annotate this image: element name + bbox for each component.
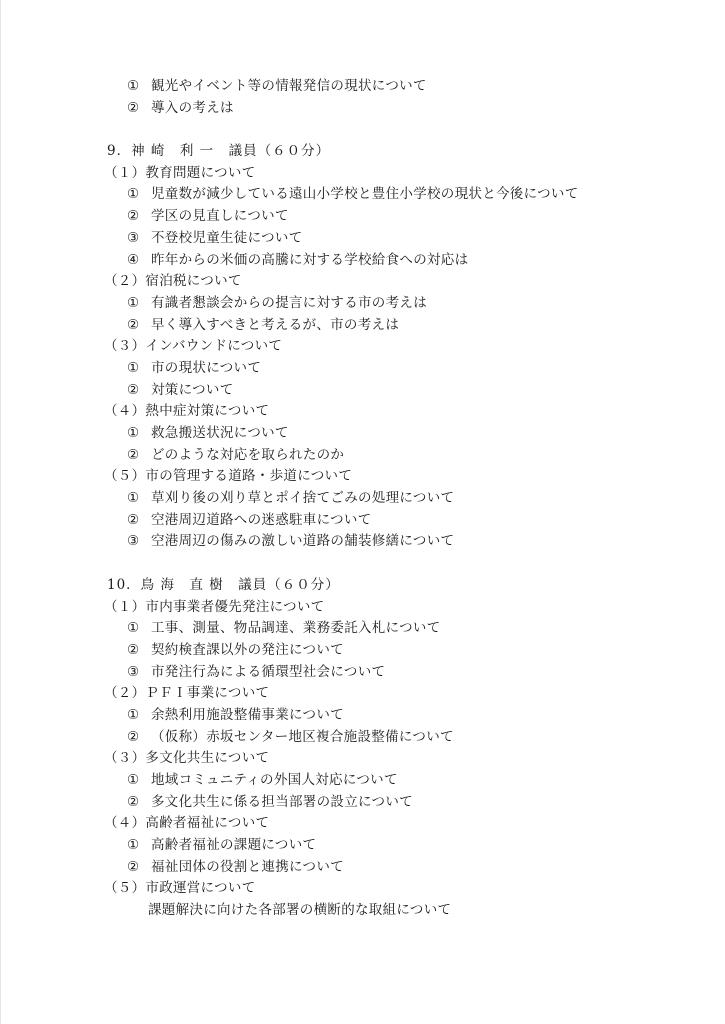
- topic-heading: [1, 813, 725, 835]
- item-text: 福祉団体の役割と連携について: [151, 858, 344, 875]
- item-text: 市の現状について: [151, 359, 262, 376]
- list-item: [1, 727, 725, 749]
- item-text: 草刈り後の刈り草とポイ捨てごみの処理について: [151, 490, 455, 507]
- list-item: [1, 423, 725, 445]
- item-marker: ②: [127, 316, 140, 333]
- topic-heading: [1, 878, 725, 900]
- topic-title: 宿泊税について: [145, 273, 242, 290]
- item-marker: ②: [127, 381, 140, 398]
- item-marker: ②: [127, 511, 140, 528]
- item-text: 余熱利用施設整備事業について: [151, 706, 344, 723]
- item-text: 児童数が減少している遠山小学校と豊住小学校の現状と今後について: [151, 186, 579, 203]
- list-item: [1, 705, 725, 727]
- item-text: 空港周辺の傷みの激しい道路の舗装修繕について: [151, 533, 455, 550]
- item-marker: ①: [127, 78, 140, 94]
- item-text: 対策について: [151, 381, 234, 398]
- item-marker: ②: [127, 793, 140, 810]
- topic-marker: （１）: [104, 164, 146, 181]
- topic-title: 市内事業者優先発注について: [145, 598, 325, 615]
- spacer: [1, 119, 725, 141]
- speaker-heading: 10．鳥 海 直 樹 議員（６０分）: [107, 576, 340, 593]
- item-marker: ③: [127, 533, 140, 550]
- item-marker: ④: [127, 251, 140, 268]
- topic-heading: [1, 401, 725, 423]
- item-marker: ②: [127, 99, 140, 116]
- list-item: [1, 510, 725, 532]
- item-marker: ①: [127, 706, 140, 723]
- item-text: 救急搬送状況について: [151, 425, 289, 441]
- item-marker: ①: [127, 620, 140, 637]
- item-text: 工事、測量、物品調達、業務委託入札について: [151, 620, 441, 637]
- topic-marker: （４）: [104, 815, 146, 832]
- item-marker: ②: [127, 728, 140, 745]
- list-item: [1, 358, 725, 380]
- item-text: （仮称）赤坂センター地区複合施設整備について: [151, 728, 454, 745]
- list-item: [1, 293, 725, 315]
- item-text: 契約検査課以外の発注について: [151, 641, 344, 658]
- topic-heading: [1, 466, 725, 488]
- list-item: [1, 250, 725, 272]
- list-item: [1, 76, 725, 98]
- list-item: [1, 315, 725, 337]
- item-text: 学区の見直しについて: [151, 208, 289, 225]
- list-item: [1, 488, 725, 510]
- topic-marker: （２）: [104, 273, 146, 290]
- topic-heading: [1, 683, 725, 705]
- item-marker: ①: [127, 425, 140, 441]
- topic-marker: （２）: [104, 685, 146, 702]
- list-item: [1, 900, 725, 922]
- list-item: [1, 618, 725, 640]
- list-item: [1, 206, 725, 228]
- item-text: 昨年からの米価の高騰に対する学校給食への対応は: [151, 251, 469, 268]
- item-text: 導入の考えは: [151, 99, 234, 116]
- topic-title: ＰＦＩ事業について: [145, 685, 270, 702]
- item-marker: ②: [127, 208, 140, 225]
- list-item: [1, 770, 725, 792]
- list-item: [1, 857, 725, 879]
- item-marker: ①: [127, 490, 140, 507]
- list-item: [1, 531, 725, 553]
- item-text: 高齢者福祉の課題について: [151, 837, 317, 854]
- item-text: 課題解決に向けた各部署の横断的な取組について: [148, 902, 452, 919]
- list-item: [1, 662, 725, 684]
- item-marker: ②: [127, 446, 140, 463]
- list-item: [1, 792, 725, 814]
- item-marker: ①: [127, 837, 140, 854]
- item-marker: ①: [127, 294, 140, 311]
- topic-title: インバウンドについて: [145, 338, 283, 355]
- topic-marker: （４）: [104, 403, 146, 420]
- list-item: [1, 184, 725, 206]
- question-list: [1, 76, 725, 922]
- topic-title: 熱中症対策について: [145, 403, 270, 420]
- item-marker: ①: [127, 359, 140, 376]
- item-text: 空港周辺道路への迷惑駐車について: [151, 511, 372, 528]
- item-text: 観光やイベント等の情報発信の現状について: [151, 78, 427, 94]
- item-marker: ②: [127, 858, 140, 875]
- topic-heading: [1, 748, 725, 770]
- item-marker: ②: [127, 641, 140, 658]
- speaker-heading: 9．神 崎 利 一 議員（６０分）: [107, 143, 331, 160]
- item-marker: ①: [127, 772, 140, 788]
- item-text: 不登校児童生徒について: [151, 229, 303, 246]
- topic-marker: （３）: [104, 338, 146, 355]
- list-item: [1, 835, 725, 857]
- list-item: [1, 445, 725, 467]
- topic-title: 多文化共生について: [145, 750, 270, 767]
- topic-heading: [1, 163, 725, 185]
- topic-title: 市政運営について: [145, 880, 256, 897]
- topic-title: 教育問題について: [145, 164, 256, 181]
- list-item: [1, 380, 725, 402]
- item-text: 有識者懇談会からの提言に対する市の考えは: [151, 294, 427, 311]
- item-text: 地域コミュニティの外国人対応について: [151, 772, 398, 788]
- item-text: どのような対応を取られたのか: [151, 446, 345, 463]
- item-marker: ①: [127, 186, 140, 203]
- item-text: 早く導入すべきと考えるが、市の考えは: [151, 316, 400, 333]
- topic-marker: （５）: [104, 468, 146, 485]
- item-marker: ③: [127, 663, 140, 680]
- topic-heading: [1, 336, 725, 358]
- item-text: 市発注行為による循環型社会について: [151, 663, 386, 680]
- topic-marker: （１）: [104, 598, 146, 615]
- item-marker: ③: [127, 229, 140, 246]
- topic-title: 市の管理する道路・歩道について: [145, 468, 353, 485]
- topic-marker: （３）: [104, 750, 146, 767]
- spacer: [1, 553, 725, 575]
- topic-heading: [1, 597, 725, 619]
- topic-heading: [1, 271, 725, 293]
- list-item: [1, 98, 725, 120]
- topic-title: 高齢者福祉について: [145, 815, 270, 832]
- item-text: 多文化共生に係る担当部署の設立について: [151, 793, 413, 810]
- list-item: [1, 228, 725, 250]
- topic-marker: （５）: [104, 880, 146, 897]
- list-item: [1, 640, 725, 662]
